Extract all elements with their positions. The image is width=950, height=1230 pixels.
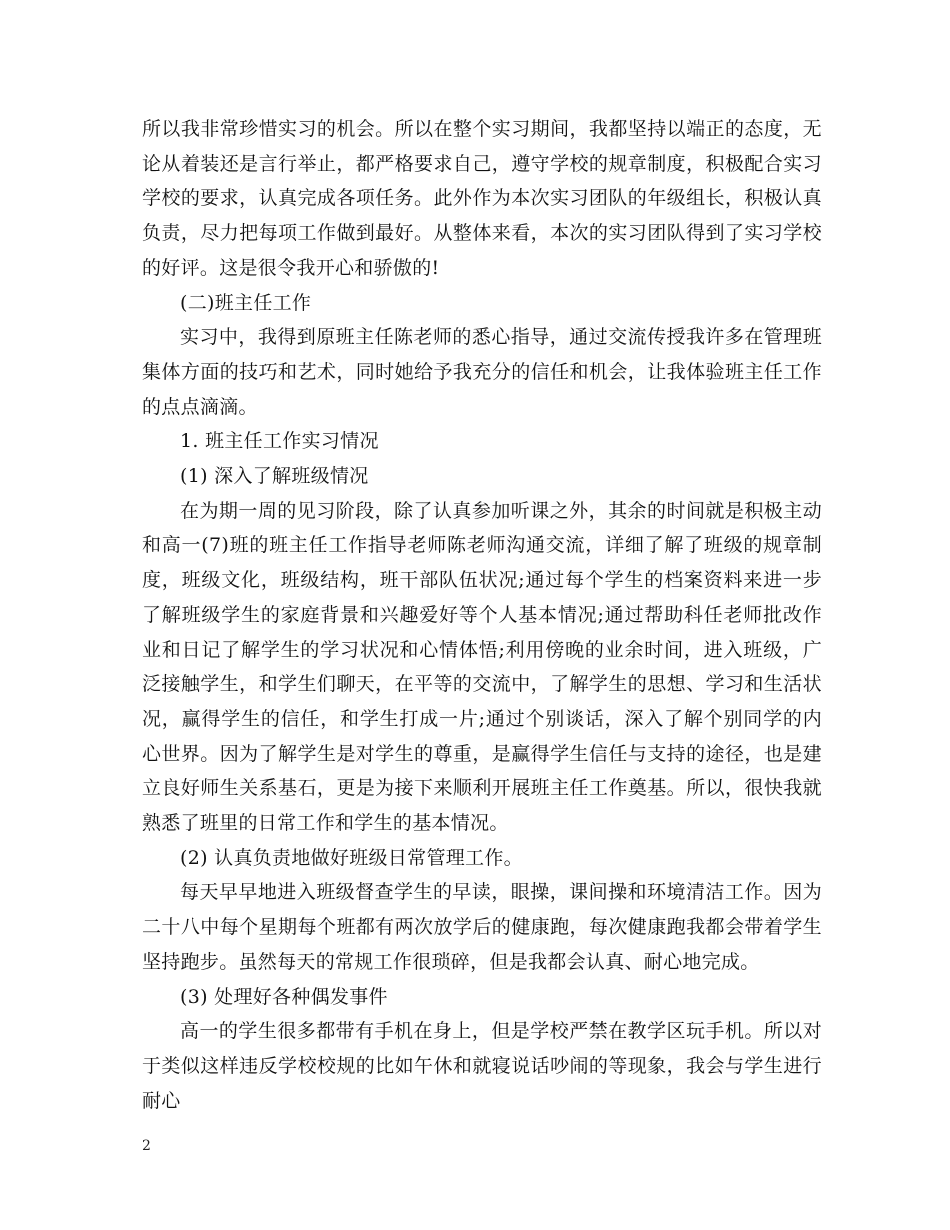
paragraph-mentor-guidance: 实习中，我得到原班主任陈老师的悉心指导，通过交流传授我许多在管理班集体方面的技巧和艺术，同时她给予我充分的信任和机会，让我体验班主任工作的点点滴滴。 (142, 326, 822, 418)
heading-practice-situation: 1. 班主任工作实习情况 (180, 430, 379, 453)
heading-daily-management: (2) 认真负责地做好班级日常管理工作。 (180, 846, 523, 869)
paragraph-daily-management: 每天早早地进入班级督查学生的早读，眼操，课间操和环境清洁工作。因为二十八中每个星期每个班都有两次放学后的健康跑，每次健康跑我都会带着学生坚持跑步。虽然每天的常规工作很琐碎，但是我都会认真、耐心地完成。 (142, 881, 822, 973)
heading-incidents: (3) 处理好各种偶发事件 (180, 985, 388, 1008)
document-body (142, 112, 822, 1118)
paragraph-practice-attitude: 所以我非常珍惜实习的机会。所以在整个实习期间，我都坚持以端正的态度，无论从着装还是言行举止，都严格要求自己，遵守学校的规章制度，积极配合实习学校的要求，认真完成各项任务。此外作为本次实习团队的年级组长，积极认真负责，尽力把每项工作做到最好。从整体来看，本次的实习团队得到了实习学校的好评。这是很令我开心和骄傲的! (142, 118, 822, 279)
heading-understand-class: (1) 深入了解班级情况 (180, 465, 369, 488)
paragraph-incidents: 高一的学生很多都带有手机在身上，但是学校严禁在教学区玩手机。所以对于类似这样违反学校校规的比如午休和就寝说话吵闹的等现象，我会与学生进行耐心 (142, 1020, 822, 1112)
paragraph-understand-class: 在为期一周的见习阶段，除了认真参加听课之外，其余的时间就是积极主动和高一(7)班的班主任工作指导老师陈老师沟通交流，详细了解了班级的规章制度，班级文化，班级结构，班干部队伍状况;通过每个学生的档案资料来进一步了解班级学生的家庭背景和兴趣爱好等个人基本情况;通过帮助科任老师批改作业和日记了解学生的学习状况和心情体悟;利用傍晚的业余时间，进入班级，广泛接触学生，和学生们聊天，在平等的交流中，了解学生的思想、学习和生活状况，赢得学生的信任，和学生打成一片;通过个别谈话，深入了解个别同学的内心世界。因为了解学生是对学生的尊重，是赢得学生信任与支持的途径，也是建立良好师生关系基石，更是为接下来顺利开展班主任工作奠基。所以，很快我就熟悉了班里的日常工作和学生的基本情况。 (142, 499, 822, 835)
page-number: 2 (142, 1138, 151, 1154)
heading-class-teacher-work: (二)班主任工作 (180, 291, 312, 314)
